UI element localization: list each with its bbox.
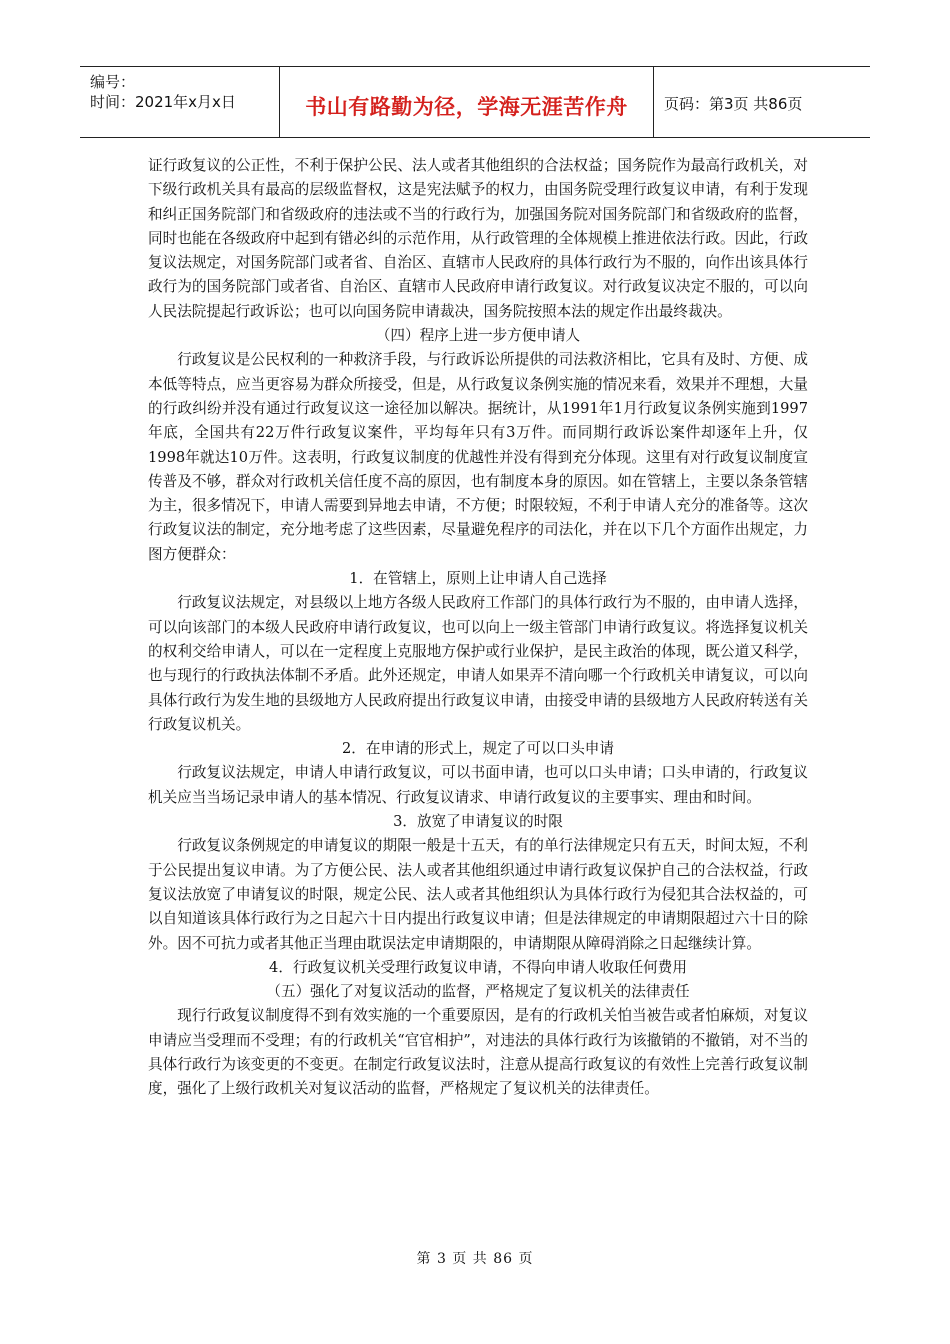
header-page-cell [654, 67, 870, 137]
section-heading: 1．在管辖上，原则上让申请人自己选择 [349, 570, 607, 588]
paragraph: 行政复议是公民权利的一种救济手段，与行政诉讼所提供的司法救济相比，它具有及时、方便、成本低等特点，应当更容易为群众所接受，但是，从行政复议条例实施的情况来看，效果并不理想，大量的行政纠纷并没有通过行政复议这一途径加以解决。据统计，从1991年1月行政复议条例实施到1997年底，全国共有22万件行政复议案件，平均每年只有3万件。而同期行政诉讼案件却逐年上升，仅1998年就达10万件。这表明，行政复议制度的优越性并没有得到充分体现。这里有对行政复议制度宣传普及不够，群众对行政机关信任度不高的原因，也有制度本身的原因。如在管辖上，主要以条条管辖为主，很多情况下，申请人需要到异地去申请，不方便；时限较短，不利于申请人充分的准备等。这次行政复议法的制定，充分地考虑了这些因素，尽量避免程序的司法化，并在以下几个方面作出规定，力图方便群众： [148, 351, 808, 563]
section-heading: 3．放宽了申请复议的时限 [393, 813, 563, 831]
section-heading: 2．在申请的形式上，规定了可以口头申请 [342, 740, 614, 758]
section-heading: 4．行政复议机关受理行政复议申请，不得向申请人收取任何费用 [269, 958, 687, 976]
page-header [80, 66, 870, 138]
paragraph: 行政复议条例规定的申请复议的期限一般是十五天，有的单行法律规定只有五天，时间太短，不利于公民提出复议申请。为了方便公民、法人或者其他组织通过申请行政复议保护自己的合法权益，行政复议法放宽了申请复议的时限，规定公民、法人或者其他组织认为具体行政行为侵犯其合法权益的，可以自知道该具体行政行为之日起六十日内提出行政复议申请；但是法律规定的申请期限超过六十日的除外。因不可抗力或者其他正当理由耽误法定申请期限的，申请期限从障碍消除之日起继续计算。 [148, 837, 808, 952]
paragraph: 证行政复议的公正性，不利于保护公民、法人或者其他组织的合法权益；国务院作为最高行政机关，对下级行政机关具有最高的层级监督权，这是宪法赋予的权力，由国务院受理行政复议申请，有利于发现和纠正国务院部门和省级政府的违法或不当的行政行为，加强国务院对国务院部门和省级政府的监督，同时也能在各级政府中起到有错必纠的示范作用，从行政管理的全体规模上推进依法行政。因此，行政复议法规定，对国务院部门或者省、自治区、直辖市人民政府的具体行政行为不服的，向作出该具体行政行为的国务院部门或者省、自治区、直辖市人民政府申请行政复议。对行政复议决定不服的，可以向人民法院提起行政诉讼；也可以向国务院申请裁决，国务院按照本法的规定作出最终裁决。 [148, 157, 808, 320]
header-page-info: 页码：第3页 共86页 [664, 95, 803, 113]
header-motto-cell [280, 67, 654, 137]
document-number: 编号： [90, 73, 136, 91]
page-footer: 第 3 页 共 86 页 [416, 1251, 534, 1267]
section-heading: （四）程序上进一步方便申请人 [375, 327, 581, 345]
paragraph: 行政复议法规定，申请人申请行政复议，可以书面申请，也可以口头申请；口头申请的，行政复议机关应当当场记录申请人的基本情况、行政复议请求、申请行政复议的主要事实、理由和时间。 [148, 764, 808, 806]
document-date: 时间：2021年x月x日 [90, 93, 236, 111]
paragraph: 行政复议法规定，对县级以上地方各级人民政府工作部门的具体行政行为不服的，由申请人选择，可以向该部门的本级人民政府申请行政复议，也可以向上一级主管部门申请行政复议。将选择复议机关的权利交给申请人，可以在一定程度上克服地方保护或行业保护，是民主政治的体现，既公道又科学，也与现行的行政执法体制不矛盾。此外还规定，申请人如果弄不清向哪一个行政机关申请复议，可以向具体行政行为发生地的县级地方人民政府提出行政复议申请，由接受申请的县级地方人民政府转送有关行政复议机关。 [148, 594, 808, 733]
body-text [148, 154, 808, 1102]
paragraph: 现行行政复议制度得不到有效实施的一个重要原因，是有的行政机关怕当被告或者怕麻烦，对复议申请应当受理而不受理；有的行政机关“官官相护”，对违法的具体行政行为该撤销的不撤销，对不当的具体行政行为该变更的不变更。在制定行政复议法时，注意从提高行政复议的有效性上完善行政复议制度，强化了上级行政机关对复议活动的监督，严格规定了复议机关的法律责任。 [148, 1007, 808, 1098]
header-motto: 书山有路勤为径，学海无涯苦作舟 [305, 95, 628, 119]
header-meta-cell [80, 67, 280, 137]
section-heading: （五）强化了对复议活动的监督，严格规定了复议机关的法律责任 [266, 983, 690, 1001]
